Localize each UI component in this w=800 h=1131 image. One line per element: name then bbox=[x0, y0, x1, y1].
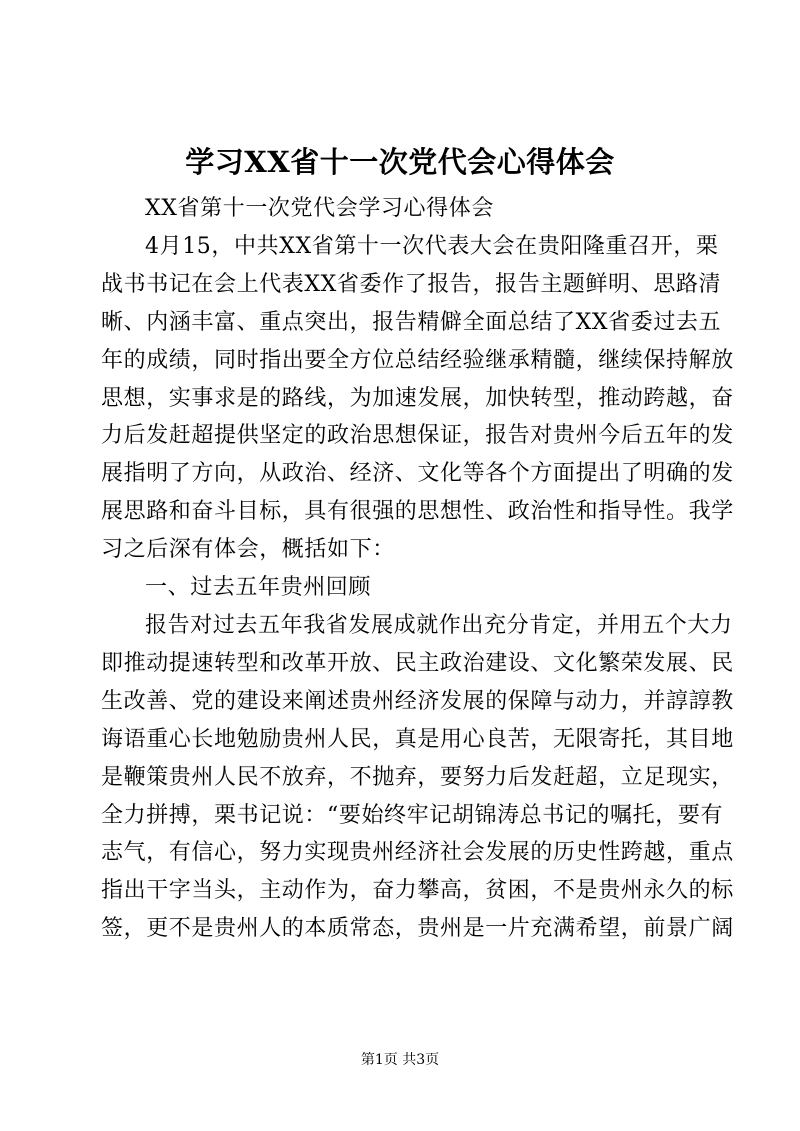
paragraph-line: 展思路和奋斗目标，具有很强的思想性、政治性和指导性。我学 bbox=[101, 499, 734, 525]
paragraph-line: 指出干字当头，主动作为，奋力攀高，贫困，不是贵州永久的标 bbox=[101, 878, 734, 904]
paragraph-line: 全力拼搏，栗书记说：“要始终牢记胡锦涛总书记的嘱托，要有 bbox=[101, 802, 724, 828]
paragraph-line: 习之后深有体会，概括如下： bbox=[101, 537, 395, 563]
paragraph-line: 一、过去五年贵州回顾 bbox=[145, 575, 372, 601]
paragraph-subtitle bbox=[101, 190, 721, 228]
paragraph-line: 签，更不是贵州人的本质常态，贵州是一片充满希望，前景广阔 bbox=[101, 916, 734, 942]
paragraph-line: 生改善、党的建设来阐述贵州经济发展的保障与动力，并諄諄教 bbox=[101, 688, 734, 714]
paragraph-line: 志气，有信心，努力实现贵州经济社会发展的历史性跨越，重点 bbox=[101, 840, 734, 866]
paragraph-line: 思想，实事求是的路线，为加速发展，加快转型，推动跨越，奋 bbox=[101, 385, 734, 411]
document-title: 学习XX省十一次党代会心得体会 bbox=[185, 145, 615, 179]
paragraph-line: 晰、内涵丰富、重点突出，报告精僻全面总结了XX省委过去五 bbox=[101, 309, 722, 335]
paragraph-line: 4月15，中共XX省第十一次代表大会在贵阳隆重召开，栗 bbox=[145, 233, 719, 259]
paragraph-line: 展指明了方向，从政治、经济、文化等各个方面提出了明确的发 bbox=[101, 461, 734, 487]
paragraph-review bbox=[101, 607, 734, 948]
paragraph-line: 是鞭策贵州人民不放弃，不抛弃，要努力后发赶超，立足现实， bbox=[101, 764, 734, 790]
paragraph-line: 即推动提速转型和改革开放、民主政治建设、文化繁荣发展、民 bbox=[101, 650, 734, 676]
paragraph-line: XX省第十一次党代会学习心得体会 bbox=[145, 196, 494, 221]
section-heading bbox=[101, 569, 721, 607]
paragraph-line: 战书书记在会上代表XX省委作了报告，报告主题鲜明、思路清 bbox=[101, 271, 722, 297]
document-body bbox=[101, 190, 734, 948]
paragraph-intro bbox=[101, 228, 734, 569]
paragraph-line: 年的成绩，同时指出要全方位总结经验继承精髓，继续保持解放 bbox=[101, 347, 734, 373]
paragraph-line: 报告对过去五年我省发展成就作出充分肯定，并用五个大力 bbox=[145, 612, 733, 638]
paragraph-line: 力后发赶超提供坚定的政治思想保证，报告对贵州今后五年的发 bbox=[101, 423, 734, 449]
paragraph-line: 诲语重心长地勉励贵州人民，真是用心良苦，无限寄托，其目地 bbox=[101, 726, 734, 752]
page-footer: 第1页 共3页 bbox=[360, 1052, 440, 1068]
